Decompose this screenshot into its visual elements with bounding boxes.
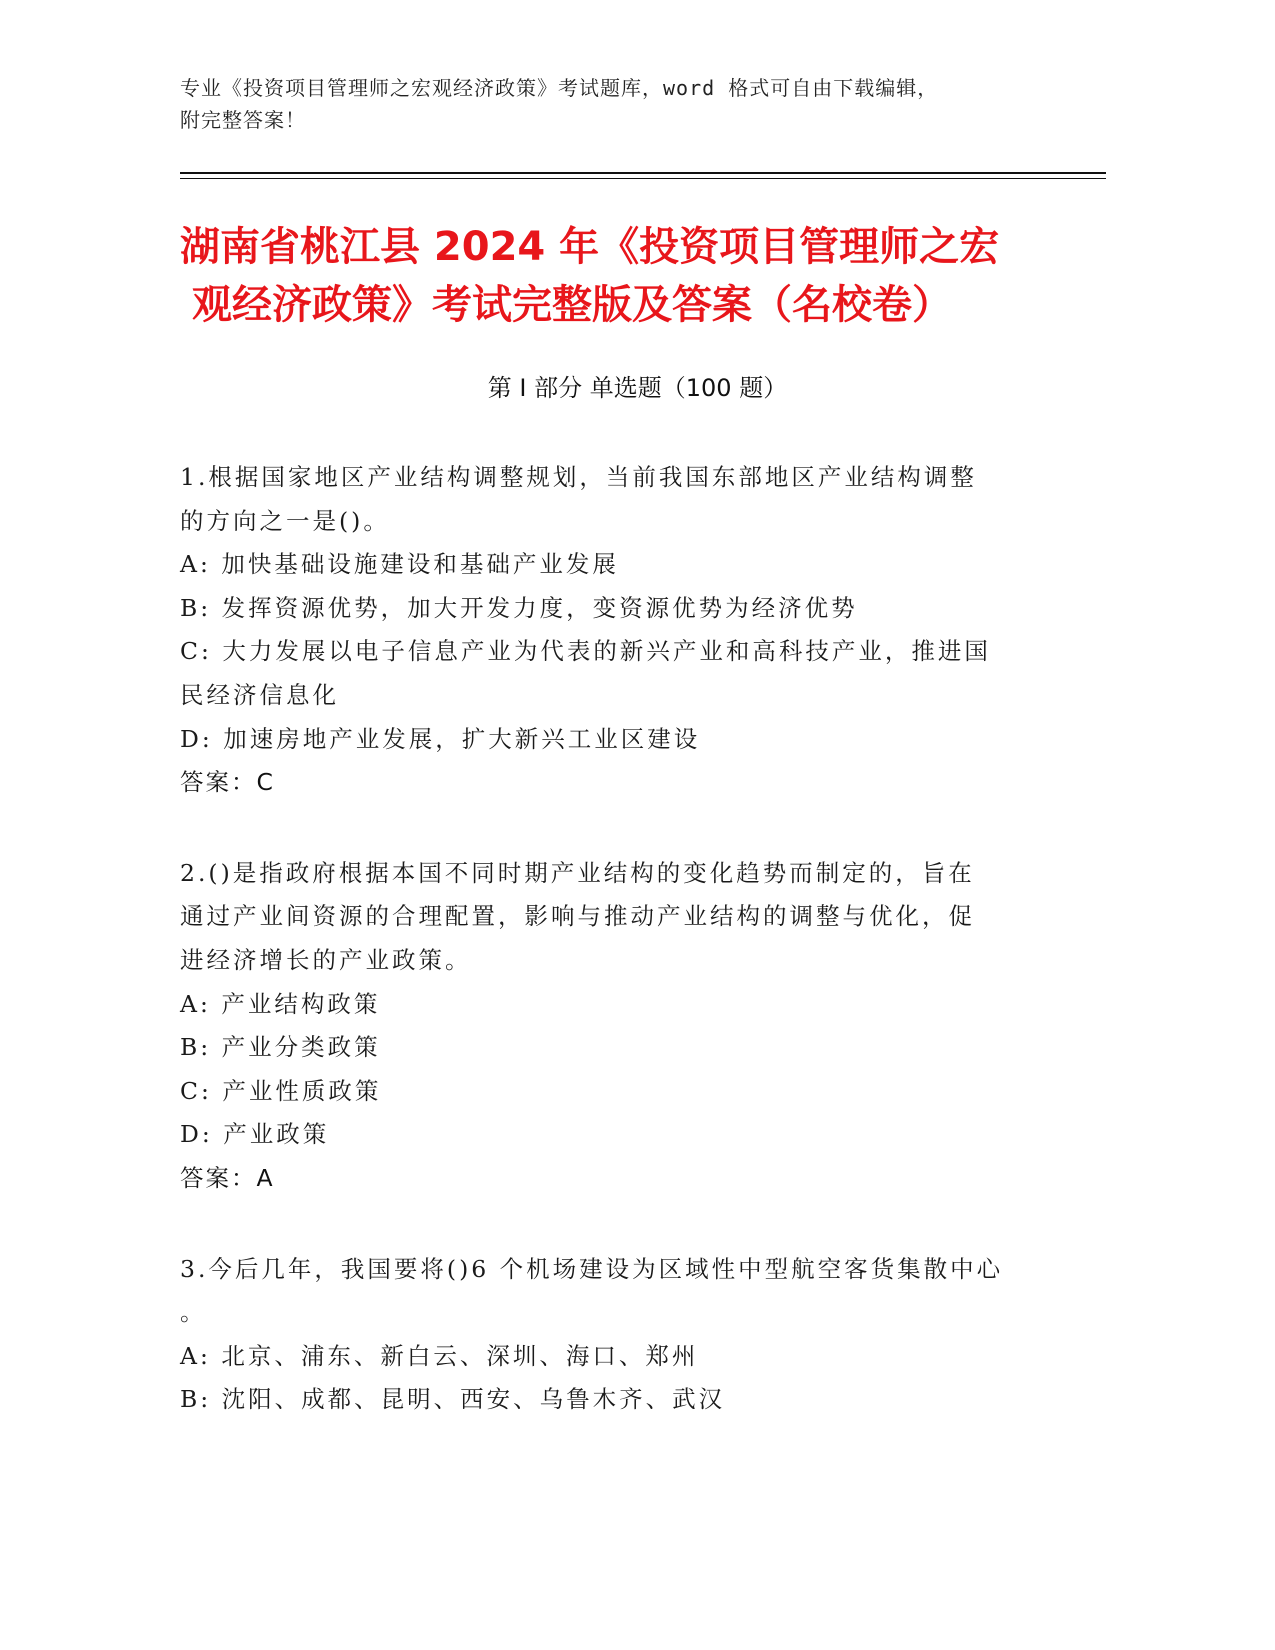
header-note (180, 72, 1060, 136)
option-line: B: 沈阳、成都、昆明、西安、乌鲁木齐、武汉 (180, 1385, 726, 1414)
option-line: A: 产业结构政策 (180, 989, 381, 1018)
question-list (180, 456, 1040, 1469)
document-title-line: 观经济政策》考试完整版及答案（名校卷） (192, 282, 952, 328)
question-stem-line: 进经济增长的产业政策。 (180, 945, 472, 974)
section-title: 第 I 部分 单选题（100 题） (487, 374, 788, 402)
question-stem-line: 的方向之一是()。 (180, 506, 390, 535)
option-line: B: 发挥资源优势，加大开发力度，变资源优势为经济优势 (180, 593, 858, 622)
question-stem-line: 1.根据国家地区产业结构调整规划，当前我国东部地区产业结构调整 (180, 463, 977, 491)
question-stem-line: 通过产业间资源的合理配置，影响与推动产业结构的调整与优化，促 (180, 902, 975, 931)
option-line: D: 加速房地产业发展，扩大新兴工业区建设 (180, 724, 701, 753)
option-line: A: 加快基础设施建设和基础产业发展 (180, 550, 619, 579)
option-line: 民经济信息化 (180, 680, 339, 709)
header-divider-thick (180, 172, 1106, 174)
header-note-line: 专业《投资项目管理师之宏观经济政策》考试题库，word 格式可自由下载编辑， (180, 76, 939, 100)
option-line: C: 产业性质政策 (180, 1076, 382, 1105)
option-line: C: 大力发展以电子信息产业为代表的新兴产业和高科技产业，推进国 (180, 637, 991, 666)
document-title (180, 218, 1080, 334)
option-line: A: 北京、浦东、新白云、深圳、海口、郑州 (180, 1341, 699, 1370)
document-title-line: 湖南省桃江县 2024 年《投资项目管理师之宏 (180, 224, 1000, 270)
question-item (180, 1248, 1040, 1422)
answer-label: 答案：C (180, 768, 275, 797)
answer-label: 答案：A (180, 1163, 275, 1192)
option-line: D: 产业政策 (180, 1120, 330, 1149)
header-note-line: 附完整答案！ (180, 108, 306, 132)
question-item (180, 852, 1040, 1201)
option-line: B: 产业分类政策 (180, 1033, 381, 1062)
question-stem-line: 2.()是指政府根据本国不同时期产业结构的变化趋势而制定的，旨在 (180, 858, 975, 887)
header-divider-thin (180, 178, 1106, 179)
question-item (180, 456, 1040, 805)
question-stem-line: 。 (180, 1298, 207, 1327)
question-stem-line: 3.今后几年，我国要将()6 个机场建设为区域性中型航空客货集散中心 (180, 1254, 1004, 1283)
